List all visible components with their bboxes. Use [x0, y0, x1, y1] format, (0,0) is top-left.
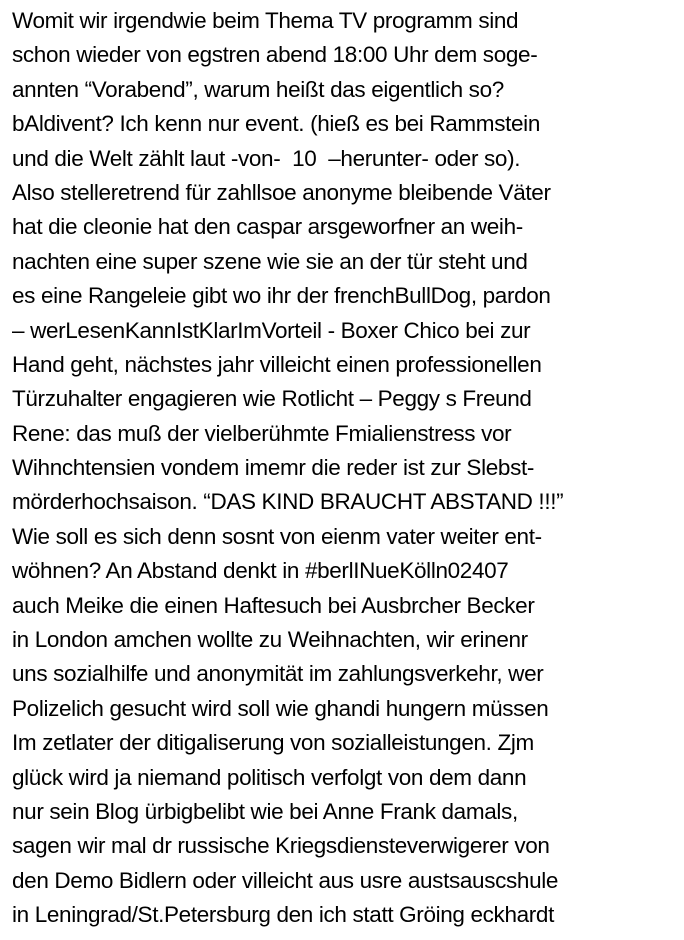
text-line: Polizelich gesucht wird soll wie ghandi hungern müssen [12, 695, 549, 721]
text-line: auch Meike die einen Haftesuch bei Ausbrcher Becker [12, 592, 535, 618]
text-line: Womit wir irgendwie beim Thema TV programm sind [12, 8, 519, 33]
text-line: Wihnchtensien vondem imemr die reder ist zur Slebst- [12, 455, 535, 481]
text-line: es eine Rangeleie gibt wo ihr der frenchBullDog, pardon [12, 283, 551, 309]
text-line: nur sein Blog ürbigbelibt wie bei Anne Frank damals, [12, 798, 518, 824]
text-line: wöhnen? An Abstand denkt in #berlINueKölln02407 [12, 558, 509, 584]
text-line: hat die cleonie hat den caspar arsgeworfner an weih- [12, 214, 523, 240]
text-line: mörderhochsaison. “DAS KIND BRAUCHT ABSTAND !!!” [12, 489, 564, 515]
text-line: bAldivent? Ich kenn nur event. (hieß es bei Rammstein [12, 111, 540, 137]
text-line: Rene: das muß der vielberühmte Fmialienstress vor [12, 420, 512, 446]
document-text [12, 4, 680, 933]
text-line: sagen wir mal dr russische Kriegsdiensteverwigerer von [12, 833, 550, 859]
text-line: schon wieder von egstren abend 18:00 Uhr dem soge- [12, 42, 538, 68]
text-line: Türzuhalter engagieren wie Rotlicht – Peggy s Freund [12, 386, 532, 412]
text-line: annten “Vorabend”, warum heißt das eigentlich so? [12, 76, 504, 102]
text-line: in Leningrad/St.Petersburg den ich statt Gröing eckhardt [12, 902, 554, 928]
text-line: in London amchen wollte zu Weihnachten, wir erinenr [12, 627, 528, 653]
text-line: nachten eine super szene wie sie an der tür steht und [12, 248, 528, 274]
text-line: glück wird ja niemand politisch verfolgt von dem dann [12, 764, 527, 790]
text-line: – werLesenKannIstKlarImVorteil - Boxer Chico bei zur [12, 317, 531, 343]
text-line: Hand geht, nächstes jahr villeicht einen professionellen [12, 351, 542, 377]
text-line: Im zetlater der ditigaliserung von sozialleistungen. Zjm [12, 730, 534, 756]
text-line: uns sozialhilfe und anonymität im zahlungsverkehr, wer [12, 661, 544, 687]
text-line: und die Welt zählt laut -von- 10 –herunter- oder so). [12, 145, 521, 171]
text-line: den Demo Bidlern oder villeicht aus usre austsauscshule [12, 867, 559, 893]
text-line: Also stelleretrend für zahllsoe anonyme bleibende Väter [12, 179, 551, 205]
text-line: Wie soll es sich denn sosnt von eienm vater weiter ent- [12, 523, 542, 549]
